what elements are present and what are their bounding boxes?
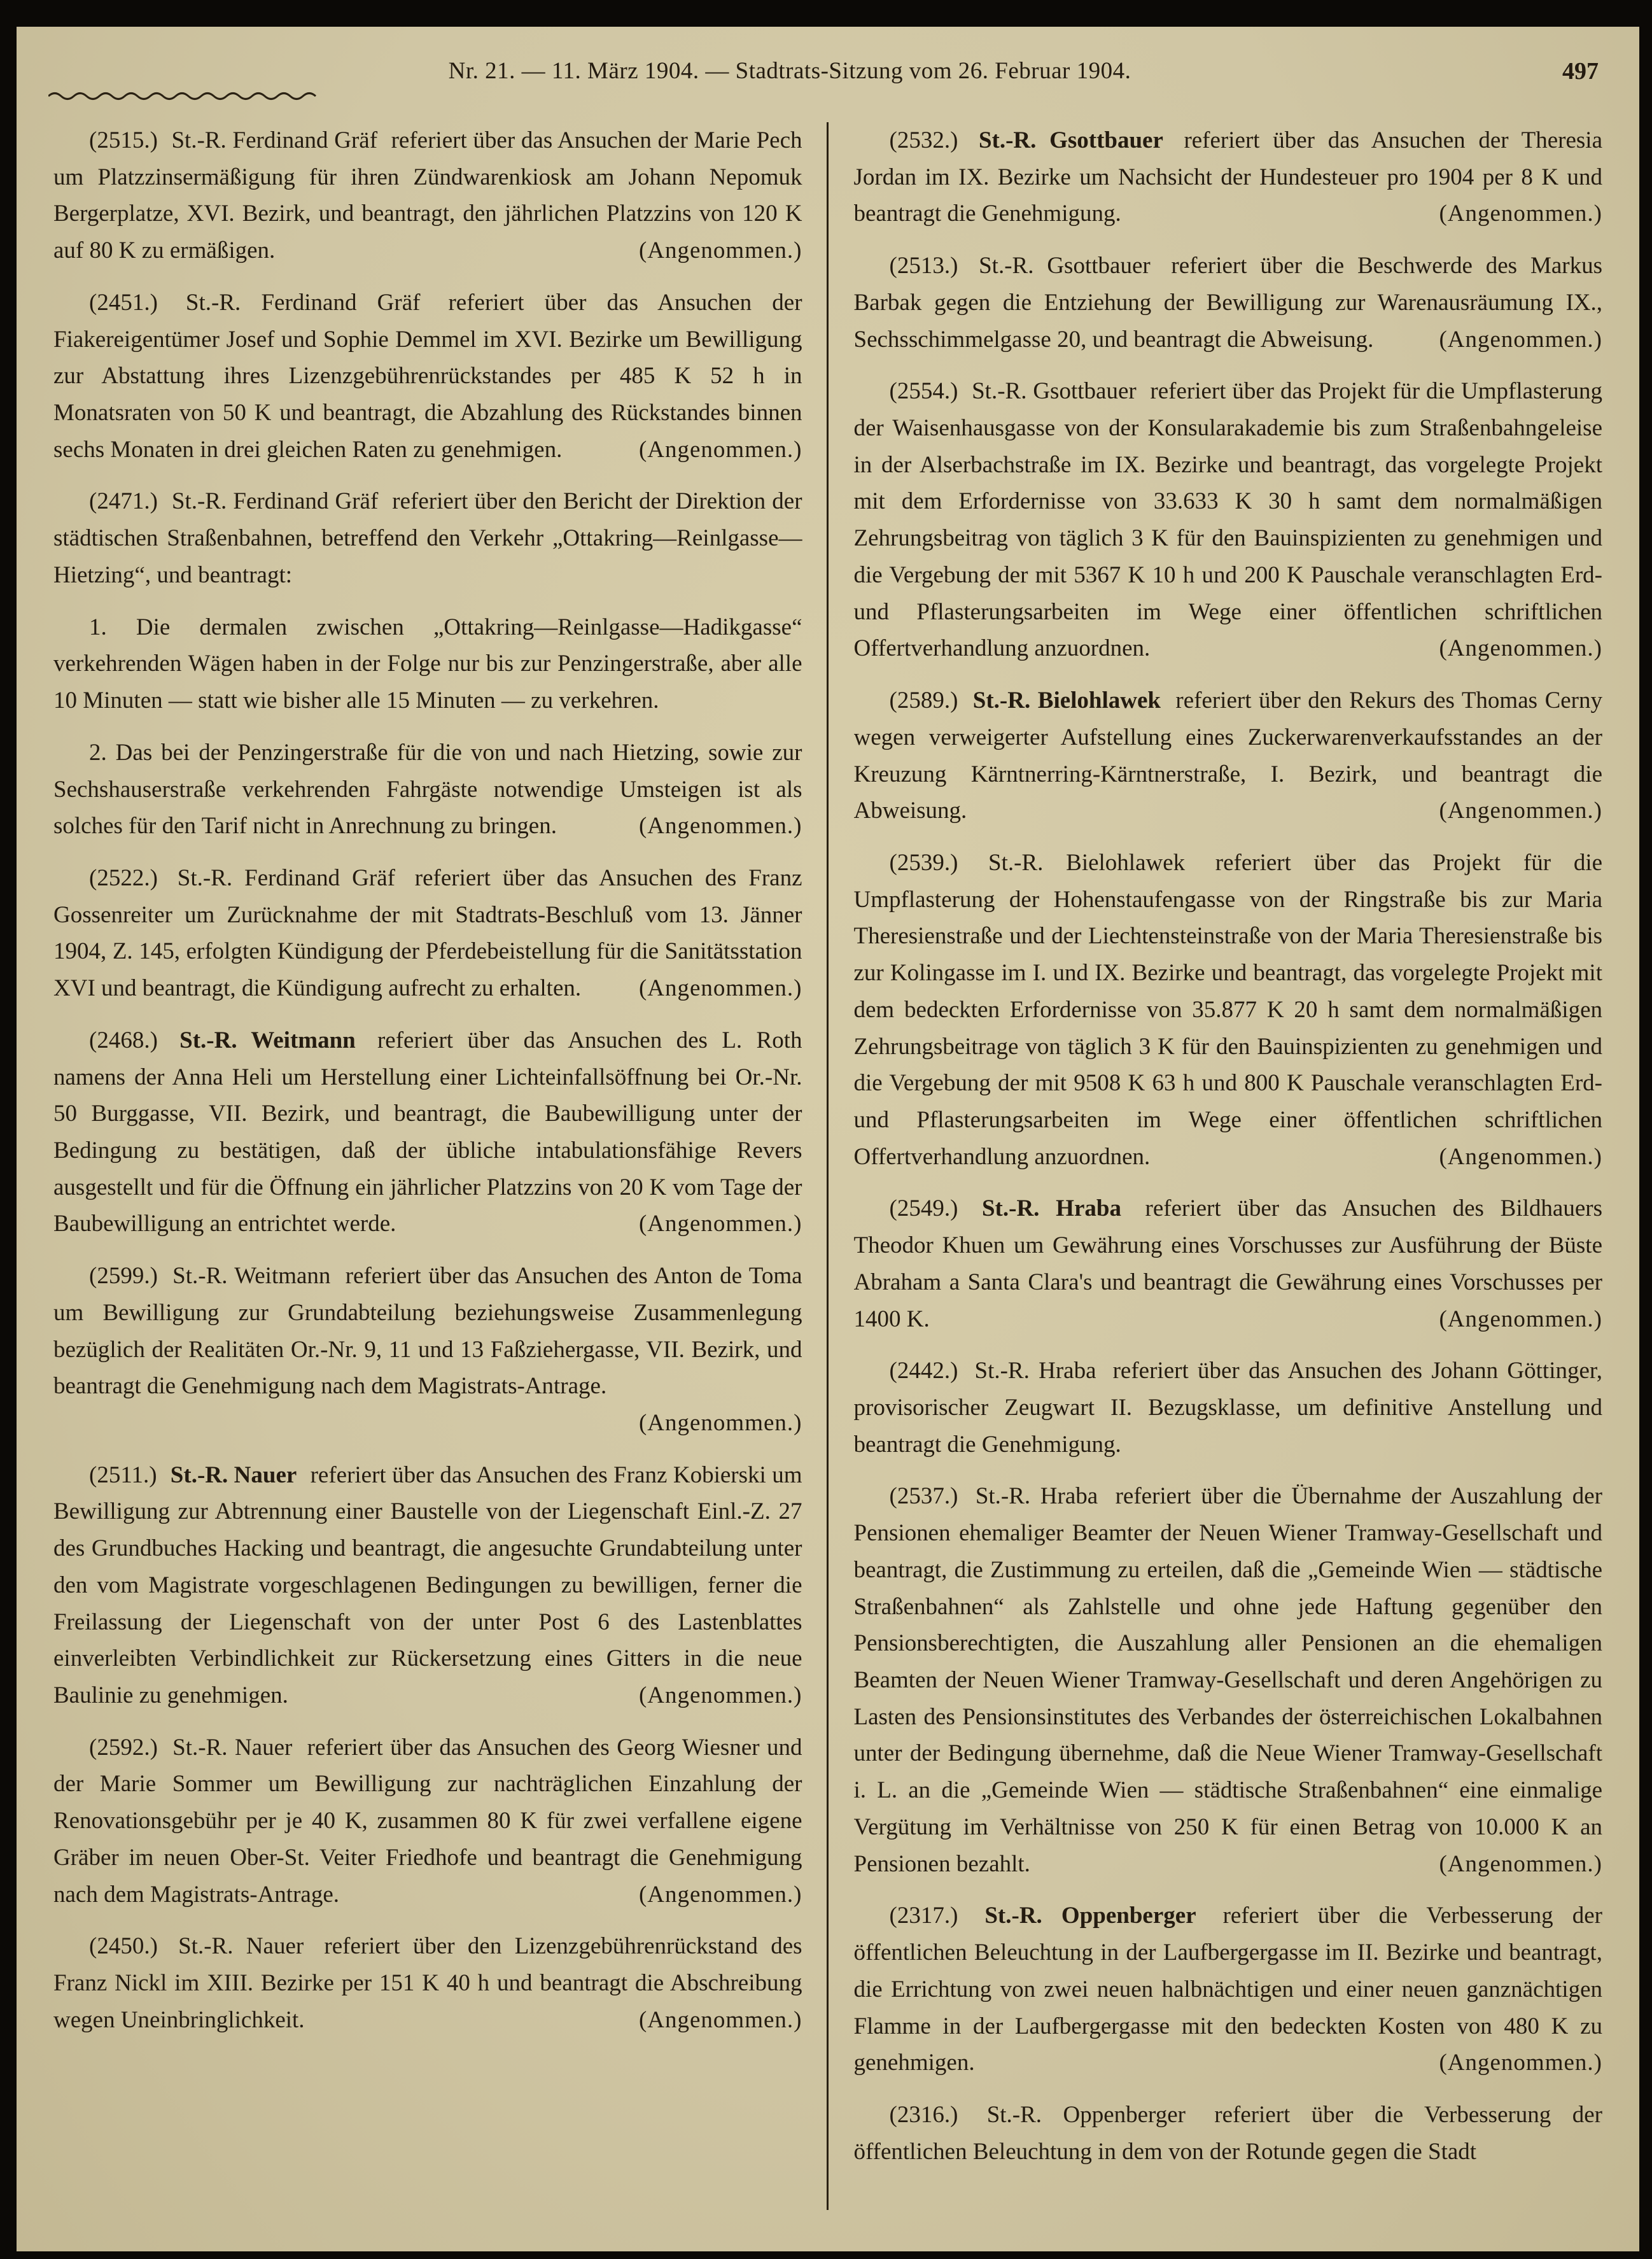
entry-number: (2554.): [889, 378, 958, 405]
entry-text: referiert über den Lizenzgebührenrückstand des Franz Nickl im XIII. Bezirke per 151 K 40 h und beantragt die Abschreibung wegen Uneinbringlichkeit.: [53, 1933, 802, 2033]
minutes-entry: [854, 1478, 1603, 1882]
entry-text: referiert über das Ansuchen des Anton de Toma um Bewilligung zur Grundabteilung beziehungsweise Zusammenlegung bezüglich der Realitäten Or.-Nr. 9, 11 und 13 Faßziehergasse, VII. Bezirk, und beantragt die Genehmigung nach dem Magistrats-Antrage.: [53, 1263, 802, 1400]
entry-decision: (Angenommen.): [638, 1682, 802, 1709]
column-left: [53, 122, 827, 2210]
entry-text: referiert über das Ansuchen der Fiakereigentümer Josef und Sophie Demmel im XVI. Bezirke um Bewilligung zur Abstattung ihres Lizenzgebührenrückstandes per 485 K 52 h in Monatsraten von 50 K und beantragt, die Abzahlung des Rückstandes binnen sechs Monaten in drei gleichen Raten zu genehmigen.: [53, 289, 802, 463]
entry-text: referiert über das Ansuchen der Theresia Jordan im IX. Bezirke um Nachsicht der Hundesteuer pro 1904 per 8 K und beantragt die Genehmigung.: [853, 127, 1602, 227]
page-header-title: Nr. 21. — 11. März 1904. — Stadtrats-Sitzung vom 26. Februar 1904.: [448, 58, 1131, 84]
minutes-entry: [854, 1190, 1603, 1337]
entry-decision: (Angenommen.): [638, 813, 802, 840]
entry-text: referiert über das Ansuchen des Johann Göttinger, provisorischer Zeugwart II. Bezugsklasse, um definitive Anstellung und beantragt die Genehmigung.: [853, 1358, 1602, 1458]
minutes-entry: [53, 483, 802, 593]
entry-speaker: St.-R. Ferdinand Gräf: [171, 127, 378, 153]
minutes-entry: [53, 1022, 802, 1242]
entry-speaker: St.-R. Oppenberger: [986, 2101, 1186, 2128]
entry-decision: (Angenommen.): [638, 436, 802, 463]
entry-number: (2471.): [89, 488, 158, 515]
entry-decision: (Angenommen.): [1439, 635, 1602, 662]
entry-text: referiert über die Verbesserung der öffentlichen Beleuchtung in dem von der Rotunde gegen die Stadt: [853, 2101, 1602, 2165]
minutes-entry: [854, 122, 1603, 232]
minutes-entry: [53, 1928, 802, 2038]
entry-text: referiert über die Verbesserung der öffentlichen Beleuchtung in der Laufbergergasse im II. Bezirke und beantragt, die Errichtung von zwei neuen halbnächtigen und einer neuen ganznächtigen Flamme in der Laufbergergasse mit den bedeckten Kosten von 480 K zu genehmigen.: [853, 1903, 1602, 2076]
entry-speaker: St.-R. Oppenberger: [984, 1903, 1196, 1929]
entry-speaker: St.-R. Bielohlawek: [988, 849, 1186, 876]
entry-number: (2451.): [89, 289, 158, 316]
entry-text: referiert über das Ansuchen des Georg Wiesner und der Marie Sommer um Bewilligung zur nachträglichen Einzahlung der Renovationsgebühr per je 40 K, zusammen 80 K für zwei verfallene eigene Gräber im neuen Ober-St. Veiter Friedhofe und beantragt die Genehmigung nach dem Magistrats-Antrage.: [53, 1734, 802, 1908]
entry-number: (2515.): [89, 127, 158, 153]
entry-decision: (Angenommen.): [1439, 1143, 1602, 1170]
entry-speaker: St.-R. Hraba: [975, 1483, 1098, 1510]
entry-number: (2599.): [89, 1263, 158, 1290]
entry-speaker: St.-R. Nauer: [178, 1933, 304, 1960]
minutes-entry: [854, 682, 1603, 829]
entry-speaker: St.-R. Gsottbauer: [978, 127, 1163, 153]
entry-text: referiert über den Rekurs des Thomas Cerny wegen verweigerter Aufstellung eines Zuckerwarenverkaufsstandes an der Kreuzung Kärntnerring-Kärntnerstraße, I. Bezirk, und beantragt die Abweisung.: [853, 687, 1602, 824]
entry-number: (2468.): [89, 1027, 158, 1053]
page-header: [53, 57, 1602, 94]
entry-number: (2522.): [89, 864, 158, 891]
minutes-entry: [854, 248, 1603, 358]
minutes-entry: [854, 1353, 1603, 1463]
minutes-entry: [53, 285, 802, 468]
wavy-rule-decoration: [48, 90, 322, 102]
entry-decision: (Angenommen.): [1439, 2050, 1602, 2076]
paper-sheet: [17, 27, 1639, 2251]
minutes-entry: [854, 2097, 1603, 2170]
entry-number: (2549.): [889, 1195, 958, 1222]
entry-text: referiert über die Übernahme der Auszahlung der Pensionen ehemaliger Beamter der Neuen Wiener Tramway-Gesellschaft und beantragt, die Zustimmung zu erteilen, daß die „Gemeinde Wien — städtische Straßenbahnen“ als Zahlstelle und ohne jede Haftung gegenüber den Pensionsberechtigten, die Auszahlung aller Pensionen an die ehemaligen Beamten der Neuen Wiener Tramway-Gesellschaft und deren Angehörigen zu Lasten des Pensionsinstitutes des Verbandes der österreichischen Lokalbahnen unter der Bedingung übernehme, daß die Neue Wiener Tramway-Gesellschaft i. L. an die „Gemeinde Wien — städtische Straßenbahnen“ eine einmalige Vergütung im Verhältnisse von 250 K für einen Betrag von 10.000 K an Pensionen bezahlt.: [853, 1483, 1602, 1877]
entry-decision: (Angenommen.): [638, 237, 802, 264]
entry-speaker: St.-R. Ferdinand Gräf: [177, 864, 395, 891]
entry-decision: (Angenommen.): [638, 1881, 802, 1908]
entry-speaker: St.-R. Hraba: [974, 1358, 1096, 1384]
entry-speaker: St.-R. Ferdinand Gräf: [171, 488, 379, 515]
entry-text: referiert über das Ansuchen des Franz Gossenreiter um Zurücknahme der mit Stadtrats-Beschluß vom 13. Jänner 1904, Z. 145, erfolgten Kündigung der Pferdebeistellung für die Sanitätsstation XVI und beantragt, die Kündigung aufrecht zu erhalten.: [53, 864, 802, 1002]
minutes-entry: [53, 609, 802, 719]
entry-number: (2442.): [889, 1358, 958, 1384]
entry-text: 2. Das bei der Penzingerstraße für die von und nach Hietzing, sowie zur Sechshauserstraße verkehrenden Fahrgäste notwendige Umsteigen ist als solches für den Tarif nicht in Anrechnung zu bringen.: [53, 739, 802, 840]
entry-number: (2592.): [89, 1734, 158, 1761]
entry-text: 1. Die dermalen zwischen „Ottakring—Reinlgasse—Hadikgasse“ verkehrenden Wägen haben in der Folge nur bis zur Penzingerstraße, aber alle 10 Minuten — statt wie bisher alle 15 Minuten — zu verkehren.: [53, 614, 802, 714]
minutes-entry: [53, 1258, 802, 1442]
entry-decision: (Angenommen.): [1439, 798, 1602, 824]
entry-text: referiert über das Projekt für die Umpflasterung der Hohenstaufengasse von der Ringstraße bis zur Maria Theresienstraße und der Liechtensteinstraße von der Maria Theresienstraße bis zur Kolingasse im I. und IX. Bezirke und beantragt, das vorgelegte Projekt mit dem bedeckten Erfordernisse von 35.877 K 20 h samt dem normalmäßigen Zehrungsbeitrage von täglich 3 K für den Bauinspizienten zu genehmigen und die Vergebung der mit 9508 K 63 h und 800 K Pauschale veranschlagten Erd- und Pflasterungsarbeiten im Wege einer öffentlichen schriftlichen Offertverhandlung anzuordnen.: [853, 849, 1602, 1170]
entry-decision: (Angenommen.): [638, 2006, 802, 2033]
entry-speaker: St.-R. Nauer: [170, 1461, 297, 1488]
entry-decision: (Angenommen.): [1439, 326, 1602, 353]
entry-text: referiert über das Ansuchen des L. Roth namens der Anna Heli um Herstellung einer Lichteinfallsöffnung bei Or.-Nr. 50 Burggasse, VII. Bezirk, und beantragt, die Baubewilligung unter der Bedingung zu bestätigen, daß der übliche intabulationsfähige Revers ausgestellt und für die Öffnung ein jährlicher Platzzins von 20 K vom Tage der Baubewilligung an entrichtet werde.: [53, 1027, 802, 1237]
entry-speaker: St.-R. Hraba: [981, 1195, 1121, 1222]
entry-number: (2513.): [889, 253, 958, 279]
minutes-entry: [53, 1457, 802, 1714]
entry-speaker: St.-R. Nauer: [172, 1734, 293, 1761]
minutes-entry: [53, 122, 802, 269]
entry-speaker: St.-R. Weitmann: [172, 1263, 331, 1290]
minutes-entry: [53, 860, 802, 1007]
entry-speaker: St.-R. Bielohlawek: [972, 687, 1161, 714]
entry-number: (2511.): [89, 1461, 157, 1488]
minutes-entry: [854, 373, 1603, 667]
entry-speaker: St.-R. Weitmann: [179, 1027, 356, 1053]
entry-text: referiert über das Ansuchen der Marie Pech um Platzzinsermäßigung für ihren Zündwarenkiosk am Johann Nepomuk Bergerplatze, XVI. Bezirk, und beantragt, den jährlichen Platzzins von 120 K auf 80 K zu ermäßigen.: [53, 127, 802, 264]
entry-text: referiert über das Projekt für die Umpflasterung der Waisenhausgasse von der Konsularakademie bis zum Straßenbahngeleise in der Alserbachstraße im IX. Bezirke und beantragt, das vorgelegte Projekt mit dem Erfordernisse von 33.633 K 30 h samt dem normalmäßigen Zehrungsbeitrag von täglich 3 K für den Bauinspizienten zu genehmigen und die Vergebung der mit 5367 K 10 h und 200 K Pauschale veranschlagten Erd- und Pflasterungsarbeiten im Wege einer öffentlichen schriftlichen Offertverhandlung anzuordnen.: [853, 378, 1602, 662]
entry-number: (2450.): [89, 1933, 158, 1960]
entry-decision: (Angenommen.): [1439, 201, 1602, 227]
entry-number: (2317.): [889, 1903, 958, 1929]
entry-number: (2589.): [889, 687, 958, 714]
entry-decision: (Angenommen.): [638, 975, 802, 1002]
minutes-entry: [854, 845, 1603, 1175]
entry-number: (2316.): [889, 2101, 958, 2128]
entry-decision: (Angenommen.): [1439, 1850, 1602, 1877]
minutes-entry: [854, 1897, 1603, 2081]
entry-decision: (Angenommen.): [638, 1410, 802, 1436]
entry-number: (2537.): [889, 1483, 958, 1510]
entry-speaker: St.-R. Gsottbauer: [972, 378, 1137, 405]
entry-text: referiert über das Ansuchen des Bildhauers Theodor Khuen um Gewährung eines Vorschusses zur Ausführung der Büste Abraham a Santa Clara's und beantragt die Gewährung eines Vorschusses per 1400 K.: [853, 1195, 1602, 1332]
entry-speaker: St.-R. Gsottbauer: [979, 253, 1151, 279]
entry-number: (2532.): [889, 127, 958, 153]
entry-text: referiert über das Ansuchen des Franz Kobierski um Bewilligung zur Abtrennung einer Baustelle von der Liegenschaft Einl.-Z. 27 des Grundbuches Hacking und beantragt, die angesuchte Grundabteilung unter den vom Magistrate vorgeschlagenen Bedingungen zu bewilligen, ferner die Freilassung der Liegenschaft von der unter Post 6 des Lastenblattes einverleibten Verbindlichkeit zur Rückersetzung eines Gitters in die neue Baulinie zu genehmigen.: [53, 1461, 802, 1709]
minutes-entry: [53, 735, 802, 845]
entry-text: referiert über den Bericht der Direktion der städtischen Straßenbahnen, betreffend den Verkehr „Ottakring—Reinlgasse—Hietzing“, und beantragt:: [53, 488, 802, 588]
entry-number: (2539.): [889, 849, 958, 876]
minutes-entry: [53, 1729, 802, 1913]
two-column-body: [53, 122, 1602, 2210]
entry-speaker: St.-R. Ferdinand Gräf: [185, 289, 421, 316]
entry-text: referiert über die Beschwerde des Markus Barbak gegen die Entziehung der Bewilligung zur Warenausräumung IX., Sechsschimmelgasse 20, und beantragt die Abweisung.: [853, 253, 1602, 353]
column-right: [827, 122, 1603, 2210]
entry-decision: (Angenommen.): [638, 1211, 802, 1237]
entry-decision: (Angenommen.): [1439, 1305, 1602, 1332]
page-number: 497: [1562, 58, 1599, 85]
